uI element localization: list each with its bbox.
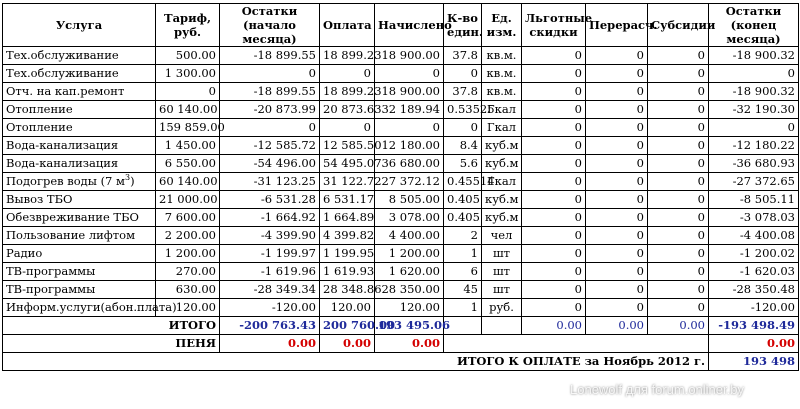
cell-qty: 0 <box>444 119 482 137</box>
cell-recalc: 0 <box>586 299 648 317</box>
cell-discount: 0 <box>522 155 586 173</box>
cell-discount: 0 <box>522 299 586 317</box>
cell-paid: 0 <box>320 119 375 137</box>
cell-start: -4 399.90 <box>220 227 320 245</box>
cell-tariff: 1 200.00 <box>156 245 220 263</box>
cell-discount: 0 <box>522 137 586 155</box>
header-subsidy: Субсидии <box>648 4 709 47</box>
cell-charged: 12 180.00 <box>375 137 444 155</box>
cell-unit: кв.м. <box>482 47 522 65</box>
cell-recalc: 0 <box>586 65 648 83</box>
cell-qty: 0.405 <box>444 191 482 209</box>
table-row <box>3 47 799 65</box>
service-superscript: 3 <box>124 173 131 183</box>
cell-recalc: 0 <box>586 245 648 263</box>
cell-recalc: 0 <box>586 155 648 173</box>
cell-recalc: 0 <box>586 281 648 299</box>
header-paid: Оплата <box>320 4 375 47</box>
cell-start: -1 199.97 <box>220 245 320 263</box>
cell-tariff: 60 140.00 <box>156 173 220 191</box>
total-start: -200 763.43 <box>220 317 320 335</box>
cell-recalc: 0 <box>586 227 648 245</box>
header-service: Услуга <box>3 4 156 47</box>
cell-start: -28 349.34 <box>220 281 320 299</box>
cell-service: ТВ-программы <box>3 263 156 281</box>
cell-end: -28 350.48 <box>709 281 799 299</box>
cell-charged: 1 620.00 <box>375 263 444 281</box>
cell-unit: куб.м <box>482 137 522 155</box>
cell-start: -1 619.96 <box>220 263 320 281</box>
penalty-paid: 0.00 <box>320 335 375 353</box>
cell-end: -18 900.32 <box>709 83 799 101</box>
cell-end: -32 190.30 <box>709 101 799 119</box>
cell-tariff: 0 <box>156 83 220 101</box>
cell-start: -20 873.99 <box>220 101 320 119</box>
cell-charged: 28 350.00 <box>375 281 444 299</box>
cell-charged: 18 900.00 <box>375 83 444 101</box>
cell-end: -3 078.03 <box>709 209 799 227</box>
table-row <box>3 83 799 101</box>
cell-subsidy: 0 <box>648 245 709 263</box>
cell-subsidy: 0 <box>648 119 709 137</box>
cell-tariff: 270.00 <box>156 263 220 281</box>
total-end: -193 498.49 <box>709 317 799 335</box>
cell-tariff: 7 600.00 <box>156 209 220 227</box>
cell-paid: 18 899.23 <box>320 47 375 65</box>
cell-charged: 3 078.00 <box>375 209 444 227</box>
table-row <box>3 137 799 155</box>
cell-unit: Гкал <box>482 173 522 191</box>
cell-charged: 36 680.00 <box>375 155 444 173</box>
cell-tariff: 60 140.00 <box>156 101 220 119</box>
cell-qty: 37.8 <box>444 47 482 65</box>
cell-recalc: 0 <box>586 101 648 119</box>
cell-charged: 18 900.00 <box>375 47 444 65</box>
cell-paid: 1 619.93 <box>320 263 375 281</box>
cell-end: -1 620.03 <box>709 263 799 281</box>
table-row <box>3 173 799 191</box>
cell-qty: 0.53525 <box>444 101 482 119</box>
cell-qty: 1 <box>444 299 482 317</box>
cell-service: Отч. на кап.ремонт <box>3 83 156 101</box>
cell-start: 0 <box>220 119 320 137</box>
cell-qty: 0.45514 <box>444 173 482 191</box>
cell-unit: шт <box>482 245 522 263</box>
table-row <box>3 245 799 263</box>
header-start-balance: Остатки (начало месяца) <box>220 4 320 47</box>
total-empty-unit <box>482 317 522 335</box>
cell-tariff: 6 550.00 <box>156 155 220 173</box>
cell-paid: 1 664.89 <box>320 209 375 227</box>
cell-subsidy: 0 <box>648 155 709 173</box>
cell-unit: руб. <box>482 299 522 317</box>
header-row <box>3 4 799 47</box>
total-charged: 193 495.06 <box>375 317 444 335</box>
cell-paid: 18 899.23 <box>320 83 375 101</box>
cell-discount: 0 <box>522 245 586 263</box>
cell-recalc: 0 <box>586 47 648 65</box>
cell-tariff: 120.00 <box>156 299 220 317</box>
header-quantity: К-во един. <box>444 4 482 47</box>
penalty-start: 0.00 <box>220 335 320 353</box>
cell-service: Радио <box>3 245 156 263</box>
cell-paid: 31 122.72 <box>320 173 375 191</box>
cell-tariff: 500.00 <box>156 47 220 65</box>
cell-start: -18 899.55 <box>220 47 320 65</box>
cell-discount: 0 <box>522 209 586 227</box>
cell-service: Пользование лифтом <box>3 227 156 245</box>
cell-qty: 0 <box>444 65 482 83</box>
cell-qty: 2 <box>444 227 482 245</box>
penalty-end: 0.00 <box>709 335 799 353</box>
cell-qty: 0.405 <box>444 209 482 227</box>
cell-unit: шт <box>482 281 522 299</box>
cell-end: -120.00 <box>709 299 799 317</box>
cell-start: -18 899.55 <box>220 83 320 101</box>
total-paid: 200 760.00 <box>320 317 375 335</box>
cell-discount: 0 <box>522 227 586 245</box>
cell-paid: 0 <box>320 65 375 83</box>
billing-table <box>2 3 799 371</box>
penalty-row <box>3 335 799 353</box>
cell-subsidy: 0 <box>648 83 709 101</box>
cell-paid: 28 348.86 <box>320 281 375 299</box>
total-label: ИТОГО <box>3 317 220 335</box>
cell-charged: 4 400.00 <box>375 227 444 245</box>
cell-recalc: 0 <box>586 191 648 209</box>
cell-tariff: 630.00 <box>156 281 220 299</box>
cell-recalc: 0 <box>586 137 648 155</box>
total-row <box>3 317 799 335</box>
grand-total-label: ИТОГО К ОПЛАТЕ за Ноябрь 2012 г. <box>3 353 709 371</box>
penalty-charged: 0.00 <box>375 335 444 353</box>
cell-end: -1 200.02 <box>709 245 799 263</box>
total-recalc: 0.00 <box>586 317 648 335</box>
cell-recalc: 0 <box>586 173 648 191</box>
cell-subsidy: 0 <box>648 173 709 191</box>
table-row <box>3 119 799 137</box>
watermark: Lonewolf для forum.onliner.by <box>570 382 744 397</box>
cell-service: Информ.услуги(абон.плата) <box>3 299 156 317</box>
cell-charged: 32 189.94 <box>375 101 444 119</box>
cell-service: Отопление <box>3 101 156 119</box>
cell-unit: чел <box>482 227 522 245</box>
cell-start: -6 531.28 <box>220 191 320 209</box>
service-suffix: ) <box>130 174 135 188</box>
cell-start: 0 <box>220 65 320 83</box>
cell-qty: 45 <box>444 281 482 299</box>
grand-total-value: 193 498 <box>709 353 799 371</box>
cell-unit: кв.м. <box>482 83 522 101</box>
cell-recalc: 0 <box>586 263 648 281</box>
cell-subsidy: 0 <box>648 299 709 317</box>
cell-service: Тех.обслуживание <box>3 47 156 65</box>
table-row <box>3 299 799 317</box>
cell-service: Обезвреживание ТБО <box>3 209 156 227</box>
cell-paid: 54 495.07 <box>320 155 375 173</box>
cell-subsidy: 0 <box>648 191 709 209</box>
cell-charged: 0 <box>375 65 444 83</box>
header-tariff: Тариф, руб. <box>156 4 220 47</box>
cell-qty: 8.4 <box>444 137 482 155</box>
header-end-balance: Остатки (конец месяца) <box>709 4 799 47</box>
cell-unit: куб.м <box>482 209 522 227</box>
cell-charged: 120.00 <box>375 299 444 317</box>
cell-paid: 12 585.50 <box>320 137 375 155</box>
cell-tariff: 159 859.00 <box>156 119 220 137</box>
cell-subsidy: 0 <box>648 101 709 119</box>
header-recalc: Перерасч. <box>586 4 648 47</box>
cell-unit: шт <box>482 263 522 281</box>
cell-unit: куб.м <box>482 155 522 173</box>
cell-end: 0 <box>709 65 799 83</box>
cell-service: ТВ-программы <box>3 281 156 299</box>
cell-discount: 0 <box>522 47 586 65</box>
cell-subsidy: 0 <box>648 137 709 155</box>
cell-qty: 1 <box>444 245 482 263</box>
cell-unit: Гкал <box>482 101 522 119</box>
cell-start: -31 123.25 <box>220 173 320 191</box>
table-row <box>3 263 799 281</box>
cell-paid: 1 199.95 <box>320 245 375 263</box>
cell-service: Отопление <box>3 119 156 137</box>
cell-subsidy: 0 <box>648 47 709 65</box>
cell-end: -4 400.08 <box>709 227 799 245</box>
cell-discount: 0 <box>522 83 586 101</box>
penalty-label: ПЕНЯ <box>3 335 220 353</box>
cell-service: Вода-канализация <box>3 137 156 155</box>
cell-start: -12 585.72 <box>220 137 320 155</box>
total-discount: 0.00 <box>522 317 586 335</box>
table-row <box>3 191 799 209</box>
cell-paid: 120.00 <box>320 299 375 317</box>
cell-start: -120.00 <box>220 299 320 317</box>
cell-subsidy: 0 <box>648 227 709 245</box>
cell-charged: 1 200.00 <box>375 245 444 263</box>
table-row <box>3 281 799 299</box>
header-discount: Льготные скидки <box>522 4 586 47</box>
cell-discount: 0 <box>522 119 586 137</box>
total-subsidy: 0.00 <box>648 317 709 335</box>
table-row <box>3 209 799 227</box>
cell-unit: куб.м <box>482 191 522 209</box>
cell-subsidy: 0 <box>648 65 709 83</box>
cell-start: -1 664.92 <box>220 209 320 227</box>
cell-discount: 0 <box>522 101 586 119</box>
cell-end: -12 180.22 <box>709 137 799 155</box>
table-row <box>3 101 799 119</box>
cell-tariff: 21 000.00 <box>156 191 220 209</box>
cell-recalc: 0 <box>586 119 648 137</box>
cell-paid: 20 873.63 <box>320 101 375 119</box>
grand-total-row <box>3 353 799 371</box>
cell-end: 0 <box>709 119 799 137</box>
cell-service: Тех.обслуживание <box>3 65 156 83</box>
cell-charged: 27 372.12 <box>375 173 444 191</box>
cell-paid: 4 399.82 <box>320 227 375 245</box>
cell-discount: 0 <box>522 173 586 191</box>
cell-service: Вода-канализация <box>3 155 156 173</box>
header-charged: Начислено <box>375 4 444 47</box>
cell-charged: 0 <box>375 119 444 137</box>
cell-end: -27 372.65 <box>709 173 799 191</box>
cell-qty: 37.8 <box>444 83 482 101</box>
cell-recalc: 0 <box>586 209 648 227</box>
cell-subsidy: 0 <box>648 263 709 281</box>
cell-end: -18 900.32 <box>709 47 799 65</box>
cell-discount: 0 <box>522 281 586 299</box>
service-rows <box>3 47 799 317</box>
cell-unit: Гкал <box>482 119 522 137</box>
cell-paid: 6 531.17 <box>320 191 375 209</box>
cell-unit: кв.м. <box>482 65 522 83</box>
cell-end: -36 680.93 <box>709 155 799 173</box>
cell-discount: 0 <box>522 191 586 209</box>
service-name: Подогрев воды (7 м <box>6 174 125 188</box>
table-row <box>3 155 799 173</box>
cell-tariff: 1 300.00 <box>156 65 220 83</box>
cell-service: Вывоз ТБО <box>3 191 156 209</box>
cell-start: -54 496.00 <box>220 155 320 173</box>
cell-charged: 8 505.00 <box>375 191 444 209</box>
cell-subsidy: 0 <box>648 209 709 227</box>
penalty-empty <box>444 335 709 353</box>
table-row <box>3 65 799 83</box>
cell-tariff: 2 200.00 <box>156 227 220 245</box>
cell-qty: 5.6 <box>444 155 482 173</box>
cell-discount: 0 <box>522 263 586 281</box>
cell-service <box>3 173 156 191</box>
cell-qty: 6 <box>444 263 482 281</box>
header-unit: Ед. изм. <box>482 4 522 47</box>
cell-discount: 0 <box>522 65 586 83</box>
cell-recalc: 0 <box>586 83 648 101</box>
table-row <box>3 227 799 245</box>
cell-subsidy: 0 <box>648 281 709 299</box>
cell-tariff: 1 450.00 <box>156 137 220 155</box>
cell-end: -8 505.11 <box>709 191 799 209</box>
